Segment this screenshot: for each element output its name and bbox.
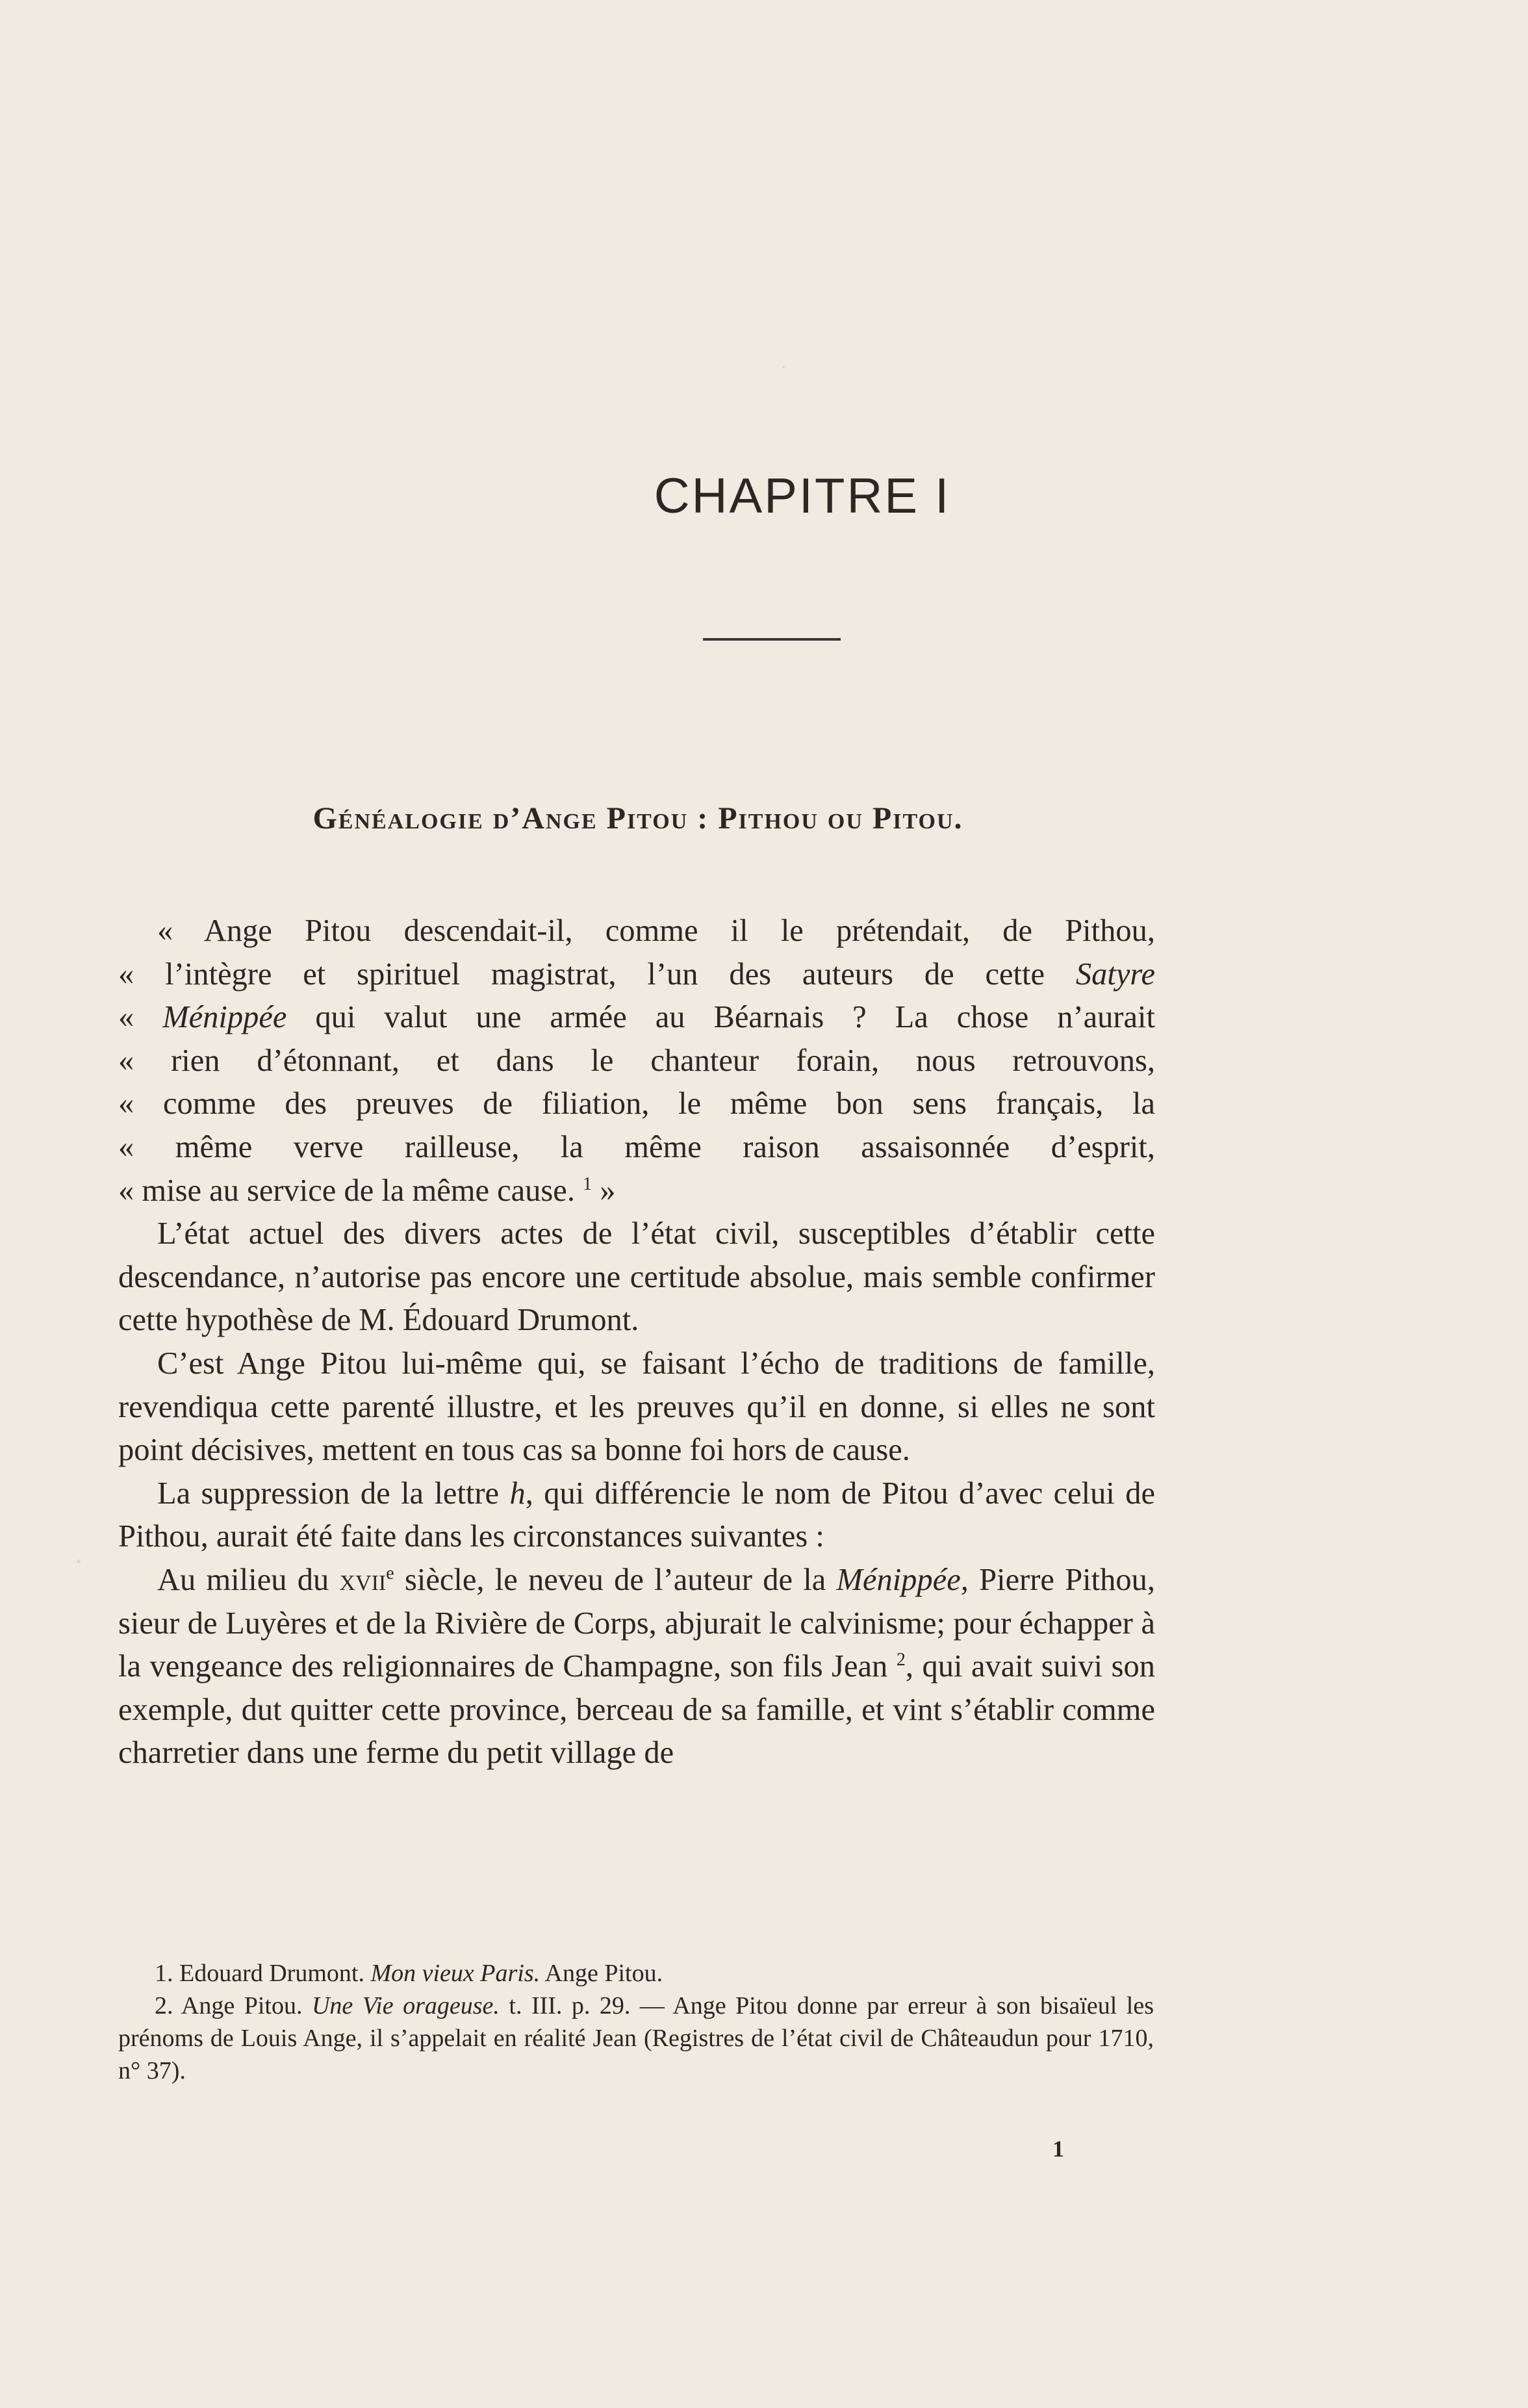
italic-title: Ménippée,: [836, 1562, 969, 1597]
century-suffix: e: [386, 1563, 394, 1583]
quote-line-text: « l’intègre et spirituel magistrat, l’un des auteurs de cette: [118, 956, 1045, 992]
quote-line: « même verve railleuse, la même raison assaisonnée d’esprit,: [118, 1129, 1155, 1164]
footnote-text: t. III. p. 29. — Ange Pitou donne par erreur à son bisaïeul les prénoms de Louis Ange, il s’appelait en réalité Jean (Registres de l’état civil de Châteaudun pour 1710, n° 37).: [118, 1992, 1154, 2084]
footnote-text: Ange Pitou.: [173, 1992, 312, 2019]
footnote-text: Ange Pitou.: [540, 1960, 663, 1987]
paragraph: [118, 1559, 1155, 1775]
footnote-italic-title: Mon vieux Paris.: [370, 1960, 541, 1987]
footnote-number: 1.: [155, 1960, 173, 1987]
quote-line-text: « mise au service de la même cause.: [118, 1173, 575, 1208]
quote-line: « rien d’étonnant, et dans le chanteur forain, nous retrouvons,: [118, 1043, 1155, 1078]
body-text: [118, 910, 1155, 1775]
paragraph: L’état actuel des divers actes de l’état civil, susceptibles d’établir cette descendance, n’autorise pas encore une certitude absolue, mais semble confirmer cette hypothèse de M. Édouard Drumont.: [118, 1216, 1155, 1338]
paper-speck: [77, 1559, 81, 1563]
paragraph-text: siècle, le neveu de l’auteur de la: [394, 1562, 837, 1597]
quote-line: [118, 953, 1155, 997]
paper-speck: [782, 366, 785, 368]
title-divider: [703, 638, 841, 641]
footnote-ref: 2: [896, 1649, 906, 1670]
paragraph-text: Au milieu du: [157, 1562, 340, 1597]
paragraph-text: La suppression de la lettre: [157, 1476, 510, 1511]
quote-line: « Ange Pitou descendait-il, comme il le prétendait, de Pithou,: [157, 914, 1155, 948]
italic-title: Satyre: [1075, 956, 1155, 992]
quote-line: [118, 996, 1155, 1040]
quote-line-text: qui valut une armée au Béarnais ? La chose n’aurait: [286, 1000, 1155, 1035]
quote-paragraph: [118, 910, 1155, 1212]
quote-close: »: [592, 1173, 616, 1208]
footnote-number: 2.: [155, 1992, 173, 2019]
italic-title: Ménippée: [162, 1000, 287, 1035]
footnote-italic-title: Une Vie orageuse.: [311, 1992, 500, 2019]
footnotes: [118, 1957, 1154, 2087]
page-number: 1: [1052, 2136, 1064, 2162]
quote-line: « comme des preuves de filiation, le même bon sens français, la: [118, 1086, 1155, 1121]
quote-line: [118, 1170, 1155, 1213]
italic-letter: h: [509, 1476, 526, 1511]
quote-mark: «: [118, 1000, 163, 1035]
footnote-1: [118, 1957, 1154, 1990]
chapter-title: CHAPITRE I: [654, 468, 951, 524]
paragraph: C’est Ange Pitou lui-même qui, se faisant l’écho de traditions de famille, revendiqua cette parenté illustre, et les preuves qu’il en donne, si elles ne sont point décisives, mettent en tous cas sa bonne foi hors de cause.: [118, 1346, 1155, 1468]
paragraph: [118, 1472, 1155, 1559]
paragraph-text: Pierre Pithou, sieur de Luyères et de la Rivière de Corps, abjurait le calvinisme; pour échapper à la vengeance des religionnaires de Champagne, son fils Jean: [118, 1562, 1155, 1684]
footnote-ref: 1: [583, 1173, 592, 1194]
section-heading: Généalogie d’Ange Pitou : Pithou ou Pitou.: [312, 801, 963, 836]
footnote-text: Edouard Drumont.: [173, 1960, 371, 1987]
paragraph-text: , qui différencie le nom de Pitou d’avec celui de Pithou, aurait été faite dans les circonstances suivantes :: [118, 1476, 1156, 1554]
century-numeral: xvii: [339, 1562, 387, 1597]
paragraph-text: , qui avait suivi son exemple, dut quitter cette province, berceau de sa famille, et vint s’établir comme charretier dans une ferme du petit village de: [118, 1649, 1155, 1771]
footnote-2: [118, 1990, 1154, 2087]
